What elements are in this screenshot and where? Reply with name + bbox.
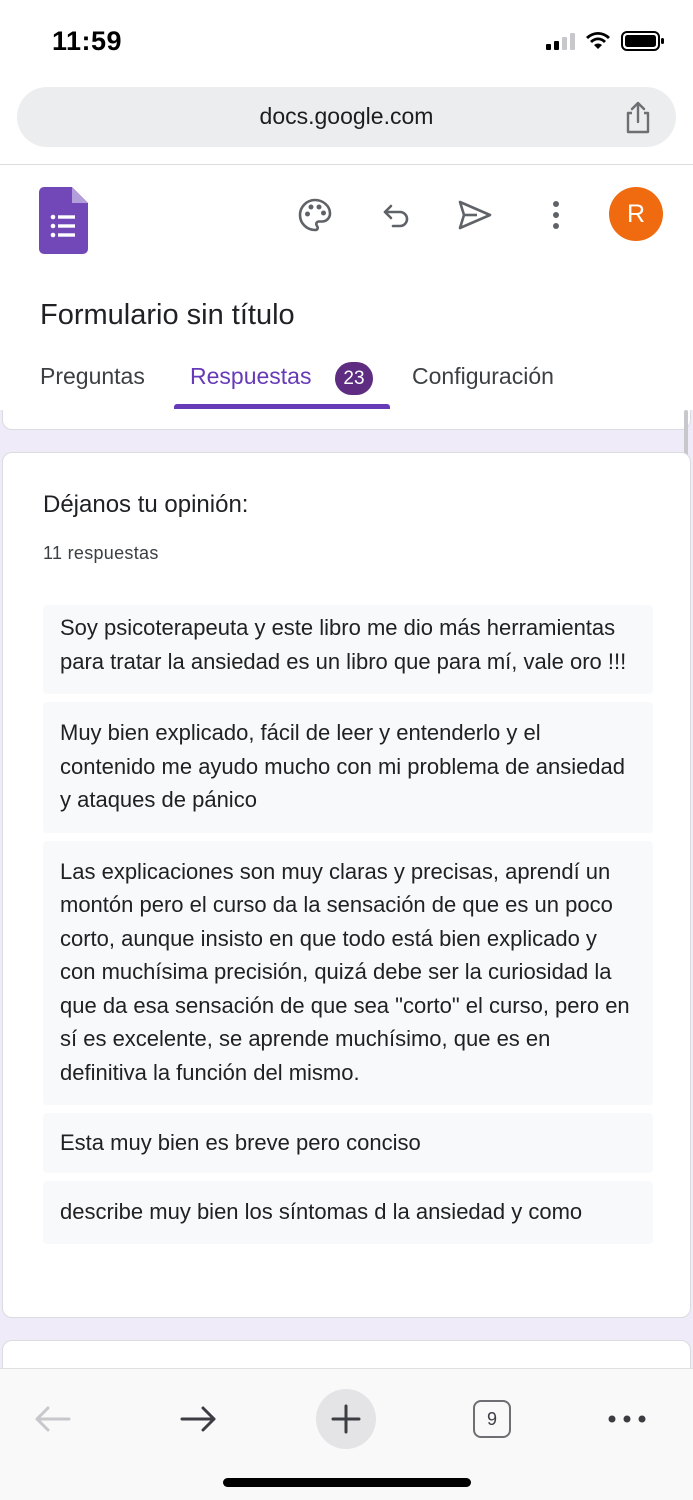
share-icon[interactable] — [622, 100, 654, 134]
tab-preguntas[interactable]: Preguntas — [40, 363, 145, 389]
more-horiz-icon — [607, 1414, 647, 1424]
forward-button[interactable] — [169, 1389, 229, 1449]
responses-count-badge: 23 — [335, 362, 373, 395]
answer-item: Las explicaciones son muy claras y precisas, aprendí un montón pero el curso da la sensación de que es un poco corto, aunque insisto en que todo está bien explicado y con muchísima precisión, quizá debe ser la curiosidad la que da esa sensación de que sea "corto" el curso, pero en sí es excelente, se aprende muchísimo, que es en definitiva la función del mismo. — [43, 841, 653, 1106]
avatar[interactable]: R — [609, 187, 663, 241]
back-arrow-icon — [32, 1404, 72, 1434]
tab-respuestas[interactable]: Respuestas — [190, 363, 312, 389]
forward-arrow-icon — [179, 1404, 219, 1434]
response-count: 11 respuestas — [43, 543, 159, 563]
form-title[interactable]: Formulario sin título — [40, 299, 295, 331]
tabs-button[interactable] — [462, 1389, 522, 1449]
forms-logo-icon[interactable] — [39, 187, 88, 254]
wifi-icon — [585, 31, 611, 51]
answer-item: Esta muy bien es breve pero conciso — [43, 1113, 653, 1173]
status-bar — [0, 0, 693, 84]
status-time: 11:59 — [52, 26, 123, 56]
tabs-icon: 9 — [473, 1400, 511, 1438]
url-text: docs.google.com — [259, 103, 434, 129]
palette-icon[interactable] — [295, 195, 335, 235]
battery-icon — [621, 30, 665, 52]
form-tabs — [0, 355, 693, 410]
send-icon[interactable] — [455, 195, 495, 235]
answers-list[interactable] — [43, 605, 653, 1277]
responses-content[interactable] — [0, 410, 693, 1368]
forms-header — [0, 165, 693, 410]
more-vert-icon[interactable] — [536, 195, 576, 235]
answer-item: Soy psicoterapeuta y este libro me dio más herramientas para tratar la ansiedad es un libro que para mí, vale oro !!! — [43, 605, 653, 694]
undo-icon[interactable] — [376, 195, 416, 235]
question-summary-card — [2, 452, 691, 1318]
active-tab-indicator — [174, 404, 390, 409]
answer-item: Muy bien explicado, fácil de leer y entenderlo y el contenido me ayudo mucho con mi problema de ansiedad y ataques de pánico — [43, 702, 653, 833]
address-bar[interactable] — [17, 87, 676, 147]
new-tab-button[interactable] — [316, 1389, 376, 1449]
tab-configuracion[interactable]: Configuración — [412, 363, 554, 389]
question-title: Déjanos tu opinión: — [43, 491, 249, 518]
back-button[interactable] — [22, 1389, 82, 1449]
menu-button[interactable] — [597, 1389, 657, 1449]
home-indicator[interactable] — [223, 1478, 471, 1487]
answer-item: describe muy bien los síntomas d la ansiedad y como — [43, 1181, 653, 1245]
status-indicators — [546, 30, 665, 52]
next-question-card — [2, 1340, 691, 1368]
plus-icon — [330, 1403, 362, 1435]
cellular-signal-icon — [546, 32, 575, 50]
previous-question-card — [2, 410, 691, 430]
